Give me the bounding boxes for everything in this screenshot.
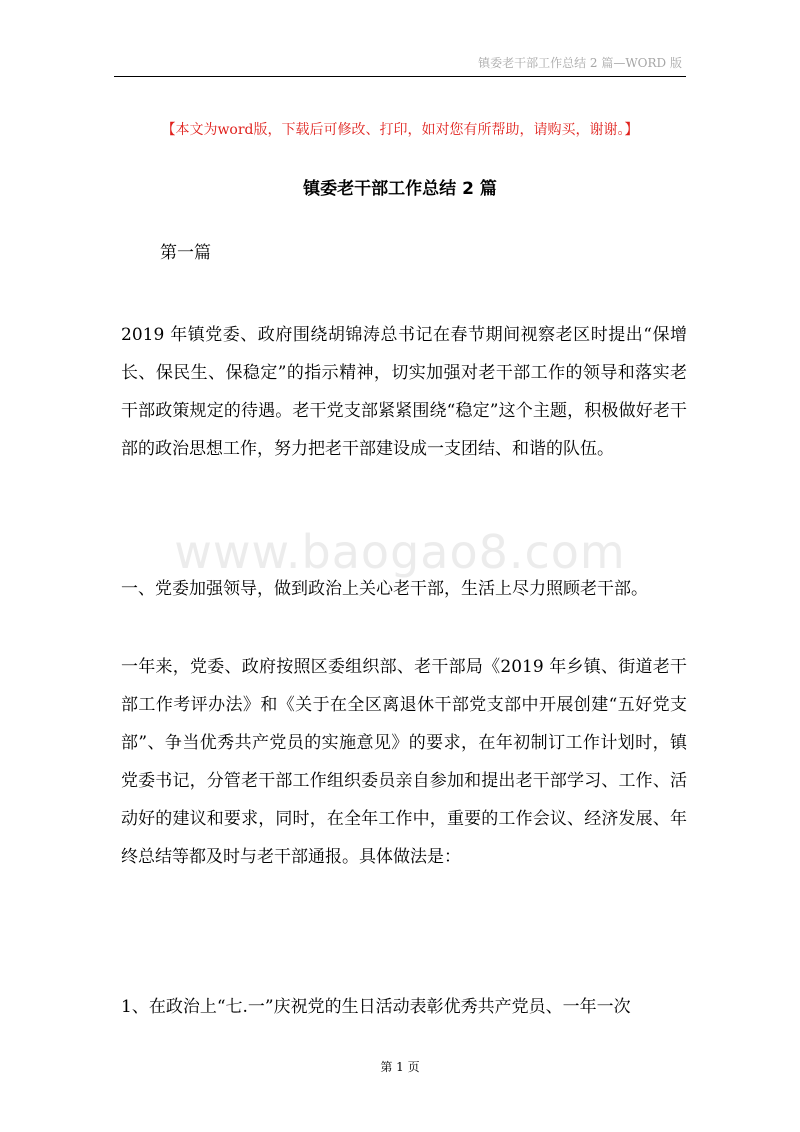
paragraph-body-1: 一年来，党委、政府按照区委组织部、老干部局《2019 年乡镇、街道老干部工作考评办法》和《关于在全区离退休干部党支部中开展创建“五好党支部”、争当优秀共产党员的实施意见》的要求，在年初制订工作计划时，镇党委书记，分管老干部工作组织委员亲自参加和提出老干部学习、工作、活动好的建议和要求，同时，在全年工作中，重要的工作会议、经济发展、年终总结等都及时与老干部通报。具体做法是： <box>121 657 687 867</box>
running-header: 镇委老干部工作总结 2 篇—WORD 版 <box>478 56 682 70</box>
paragraph-item-1: 1、在政治上“七.一”庆祝党的生日活动表彰优秀共产党员、一年一次 <box>121 997 631 1017</box>
watermark: www.baogao8.com <box>174 525 626 579</box>
page-number: 第 1 页 <box>380 1060 420 1074</box>
paragraph-heading-1: 一、党委加强领导，做到政治上关心老干部，生活上尽力照顾老干部。 <box>121 579 648 599</box>
section-label: 第一篇 <box>160 243 211 263</box>
header-divider <box>114 76 686 77</box>
purchase-notice: 【本文为word版，下载后可修改、打印，如对您有所帮助，请购买，谢谢。】 <box>161 122 639 138</box>
paragraph-intro: 2019 年镇党委、政府围绕胡锦涛总书记在春节期间视察老区时提出“保增长、保民生、保稳定”的指示精神，切实加强对老干部工作的领导和落实老干部政策规定的待遇。老干党支部紧紧围绕“稳定”这个主题，积极做好老干部的政治思想工作，努力把老干部建设成一支团结、和谐的队伍。 <box>121 325 687 459</box>
document-title: 镇委老干部工作总结 2 篇 <box>303 179 497 199</box>
